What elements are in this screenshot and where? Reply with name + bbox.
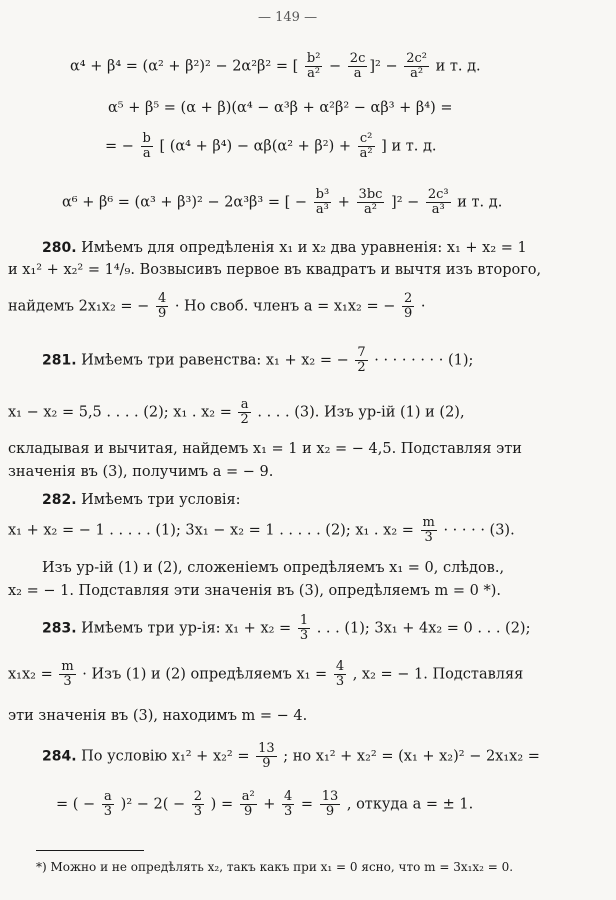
text: , откуда a = ± 1.: [342, 796, 474, 813]
equation-alpha5: α⁵ + β⁵ = (α + β)(α⁴ − α³β + α²β² − αβ³ + β⁴) =: [108, 100, 453, 116]
problem-number: 284.: [42, 748, 77, 765]
problem-282-line4: x₂ = − 1. Подставляя эти значенія въ (3), опредѣляемъ m = 0 *).: [8, 583, 501, 599]
fraction: $\frac{4}{3}$: [335, 659, 345, 689]
text: = ( −: [56, 796, 100, 813]
fraction: $\frac{2c}{a}$: [349, 51, 366, 81]
fraction: $\frac{\text{2c³}}{\text{a³}}$: [427, 187, 449, 217]
text: . . . (1); 3x₁ + 4x₂ = 0 . . . (2);: [312, 620, 531, 637]
eq4-lhs: α⁶ + β⁶ = (α³ + β³)² − 2α³β³ = [ −: [62, 194, 312, 211]
footnote-divider: [36, 850, 144, 851]
text: =: [296, 796, 318, 813]
text: · · · · · · · · (1);: [369, 352, 474, 369]
bracket-square: ]² −: [386, 194, 424, 211]
page-number: — 149 —: [258, 10, 318, 25]
eq1-tail: и т. д.: [430, 58, 481, 75]
eq1-lhs: α⁴ + β⁴ = (α² + β²)² − 2α²β² =: [70, 58, 293, 75]
text: ·: [416, 298, 426, 315]
text: Имѣемъ три равенства: x₁ + x₂ = −: [76, 352, 354, 369]
text: . . . . (3). Изъ ур-ій (1) и (2),: [252, 404, 465, 421]
problem-282-line1: [42, 492, 241, 508]
footnote: *) Можно и не опредѣлять x₂, такъ какъ при x₁ = 0 ясно, что m = 3x₁x₂ = 0.: [36, 860, 514, 874]
problem-282-line2: [8, 516, 515, 545]
fraction: $\frac{\text{a²}}{9}$: [241, 789, 255, 819]
problem-number: 282.: [42, 492, 77, 508]
problem-283-line3: эти значенія въ (3), находимъ m = − 4.: [8, 708, 308, 724]
problem-284-line2: [56, 790, 473, 819]
text: ) =: [206, 796, 238, 813]
fraction: $\frac{m}{3}$: [61, 659, 74, 689]
fraction: $\frac{\text{2c²}}{\text{a²}}$: [406, 51, 427, 81]
text: · Изъ (1) и (2) опредѣляемъ x₁ =: [77, 666, 332, 683]
eq3-lead: = −: [105, 138, 139, 155]
text: +: [258, 796, 281, 813]
fraction: $\frac{13}{9}$: [321, 789, 339, 819]
eq3-tail: ] и т. д.: [376, 138, 437, 155]
problem-281-line3: складывая и вычитая, найдемъ x₁ = 1 и x₂ = − 4,5. Подставляя эти: [8, 441, 522, 457]
text: · Но своб. членъ a = x₁x₂ = −: [170, 298, 400, 315]
text: )² − 2( −: [116, 796, 190, 813]
fraction: $\frac{a}{3}$: [103, 789, 113, 819]
plus-sign: +: [333, 194, 355, 211]
minus-sign: −: [324, 58, 346, 75]
equation-alpha5-cont: [105, 132, 437, 161]
problem-281-line1: [42, 346, 473, 375]
fraction: $\frac{b}{a}$: [142, 131, 151, 161]
fraction: $\frac{a}{2}$: [240, 397, 249, 427]
text: По условію x₁² + x₂² =: [76, 748, 255, 765]
problem-280-line1: [42, 240, 527, 256]
problem-number: 281.: [42, 352, 77, 369]
problem-number: 283.: [42, 620, 77, 637]
eq4-tail: и т. д.: [452, 194, 503, 211]
fraction: $\frac{13}{9}$: [258, 741, 275, 771]
text: x₁x₂ =: [8, 666, 58, 683]
problem-281-line2: [8, 398, 465, 427]
problem-number: 280.: [42, 240, 77, 256]
text: Имѣемъ для опредѣленія x₁ и x₂ два уравненія: x₁ + x₂ = 1: [76, 240, 527, 256]
fraction: $\frac{3bc}{\text{a²}}$: [358, 187, 383, 217]
text: x₁ + x₂ = − 1 . . . . . (1); 3x₁ − x₂ = 1 . . . . . (2); x₁ . x₂ =: [8, 522, 419, 539]
equation-alpha4: α⁴ + β⁴ = (α² + β²)² − 2α²β² = [ $\frac{\text{b²}}{\text{a²}}$ − $\frac{2c}{a}$ ]² − $\frac{\text{2c²}}{\text{a²}}$ и т. д.: [70, 51, 481, 81]
problem-281-line4: значенія въ (3), получимъ a = − 9.: [8, 464, 274, 480]
problem-284-line1: [42, 742, 540, 771]
text: найдемъ 2x₁x₂ = −: [8, 298, 154, 315]
text: , x₂ = − 1. Подставляя: [348, 666, 524, 683]
problem-280-line2: и x₁² + x₂² = 1⁴/₉. Возвысивъ первое въ квадратъ и вычтя изъ второго,: [8, 262, 542, 278]
equation-alpha6: [62, 188, 502, 217]
text: x₁ − x₂ = 5,5 . . . . (2); x₁ . x₂ =: [8, 404, 237, 421]
bracket-square: ]² −: [369, 58, 403, 75]
fraction: $\frac{4}{3}$: [284, 789, 293, 819]
text: ; но x₁² + x₂² = (x₁ + x₂)² − 2x₁x₂ =: [278, 748, 540, 765]
eq3-mid: [ (α⁴ + β⁴) − αβ(α² + β²) +: [154, 138, 356, 155]
fraction: $\frac{7}{2}$: [357, 345, 366, 375]
problem-283-line1: [42, 614, 530, 643]
fraction: $\frac{4}{9}$: [157, 291, 167, 321]
fraction: $\frac{\text{b²}}{\text{a²}}$: [306, 51, 321, 81]
text: Имѣемъ три ур-ія: x₁ + x₂ =: [76, 620, 296, 637]
fraction: $\frac{2}{3}$: [193, 789, 203, 819]
fraction: $\frac{\text{b³}}{\text{a³}}$: [315, 187, 330, 217]
problem-282-line3: Изъ ур-ій (1) и (2), сложеніемъ опредѣляемъ x₁ = 0, слѣдов.,: [42, 560, 505, 576]
fraction: $\frac{\text{c²}}{\text{a²}}$: [359, 131, 373, 161]
fraction: $\frac{1}{3}$: [299, 613, 309, 643]
fraction: $\frac{2}{9}$: [404, 291, 413, 321]
problem-280-line3: [8, 292, 426, 321]
text: · · · · · (3).: [438, 522, 515, 539]
text: Имѣемъ три условія:: [76, 492, 241, 508]
fraction: $\frac{m}{3}$: [422, 515, 435, 545]
problem-283-line2: [8, 660, 523, 689]
